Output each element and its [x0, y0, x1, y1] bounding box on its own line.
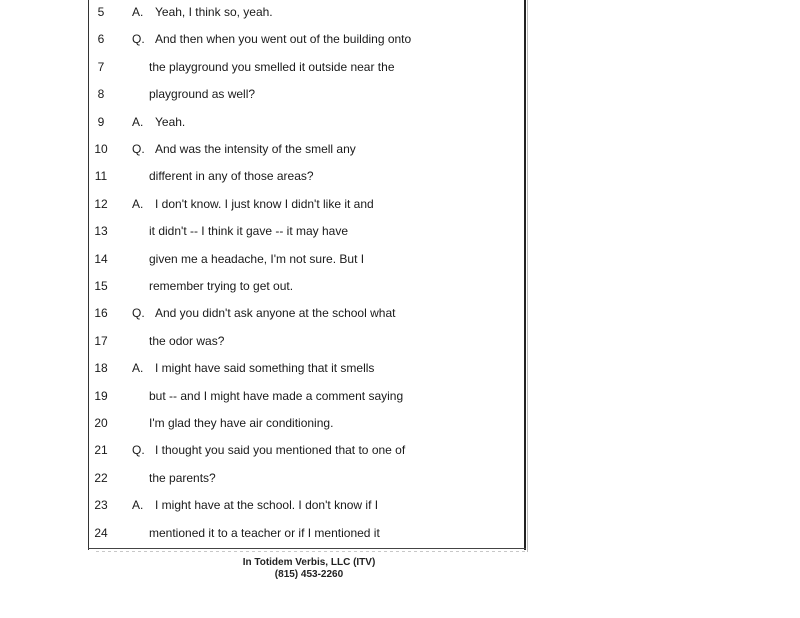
line-text: the playground you smelled it outside near the [149, 59, 395, 74]
speaker-label: A. [132, 5, 144, 19]
line-text: And then when you went out of the building onto [155, 32, 412, 47]
line-number: 23 [94, 498, 108, 513]
line-text: mentioned it to a teacher or if I mentioned it [149, 525, 380, 540]
transcript-line [0, 139, 524, 159]
footer-company: In Totidem Verbis, LLC (ITV) [242, 557, 376, 568]
speaker-label: Q. [132, 443, 145, 458]
line-number: 7 [97, 59, 105, 74]
line-number: 14 [94, 251, 108, 266]
transcript-line [0, 276, 524, 296]
transcript-line [0, 194, 524, 214]
speaker-label: A. [132, 114, 144, 129]
transcript-line [0, 495, 524, 515]
speaker-label: Q. [132, 306, 145, 321]
transcript-line [0, 331, 524, 351]
transcript-line [0, 2, 524, 22]
line-text: Yeah, I think so, yeah. [155, 5, 273, 19]
line-number: 5 [97, 5, 105, 19]
line-number: 19 [94, 388, 108, 403]
line-number: 16 [94, 306, 108, 321]
speaker-label: A. [132, 196, 144, 211]
line-text: Yeah. [155, 114, 186, 129]
transcript-line [0, 386, 524, 406]
line-number: 22 [94, 470, 108, 485]
line-text: given me a headache, I'm not sure. But I [149, 251, 365, 266]
line-text: I might have at the school. I don't know if I [155, 498, 379, 513]
transcript-line [0, 166, 524, 186]
speaker-label: Q. [132, 32, 145, 47]
transcript-line [0, 221, 524, 241]
footer-phone: (815) 453-2260 [274, 569, 344, 580]
line-number: 10 [94, 142, 108, 156]
line-number: 9 [97, 114, 105, 129]
line-number: 12 [94, 196, 108, 211]
line-number: 13 [94, 224, 108, 239]
transcript-line [0, 358, 524, 378]
transcript-line [0, 57, 524, 77]
line-text: I don't know. I just know I didn't like it and [155, 196, 374, 211]
line-text: And you didn't ask anyone at the school what [155, 306, 396, 321]
line-text: it didn't -- I think it gave -- it may have [149, 224, 349, 239]
speaker-label: A. [132, 498, 144, 513]
line-text: playground as well? [149, 87, 256, 102]
line-text: the odor was? [149, 333, 225, 348]
line-number: 20 [94, 416, 108, 430]
line-number: 6 [97, 32, 105, 47]
line-number: 18 [94, 361, 108, 376]
bottom-shadow-rule [96, 551, 526, 552]
page-footer [200, 557, 418, 581]
transcript-line [0, 29, 524, 49]
transcript-line [0, 468, 524, 488]
line-text: the parents? [149, 470, 216, 485]
bottom-margin-rule [88, 548, 526, 549]
line-text: I might have said something that it smells [155, 361, 375, 376]
line-text: remember trying to get out. [149, 279, 294, 293]
transcript-line [0, 249, 524, 269]
speaker-label: A. [132, 361, 144, 376]
line-text: I thought you said you mentioned that to one of [155, 443, 406, 458]
line-text: but -- and I might have made a comment saying [149, 388, 404, 403]
transcript-line [0, 523, 524, 543]
right-margin-shadow-rule [527, 0, 528, 552]
line-number: 17 [94, 333, 108, 348]
line-text: different in any of those areas? [149, 169, 314, 184]
transcript-line [0, 413, 524, 433]
line-number: 11 [94, 169, 108, 184]
speaker-label: Q. [132, 142, 145, 156]
transcript-line [0, 440, 524, 460]
transcript-line [0, 84, 524, 104]
right-margin-rule [524, 0, 526, 550]
line-number: 15 [94, 279, 108, 293]
line-text: And was the intensity of the smell any [155, 142, 356, 156]
transcript-line [0, 303, 524, 323]
line-text: I'm glad they have air conditioning. [149, 416, 334, 430]
transcript-line [0, 112, 524, 132]
line-number: 8 [97, 87, 105, 102]
line-number: 21 [94, 443, 108, 458]
line-number: 24 [94, 525, 108, 540]
